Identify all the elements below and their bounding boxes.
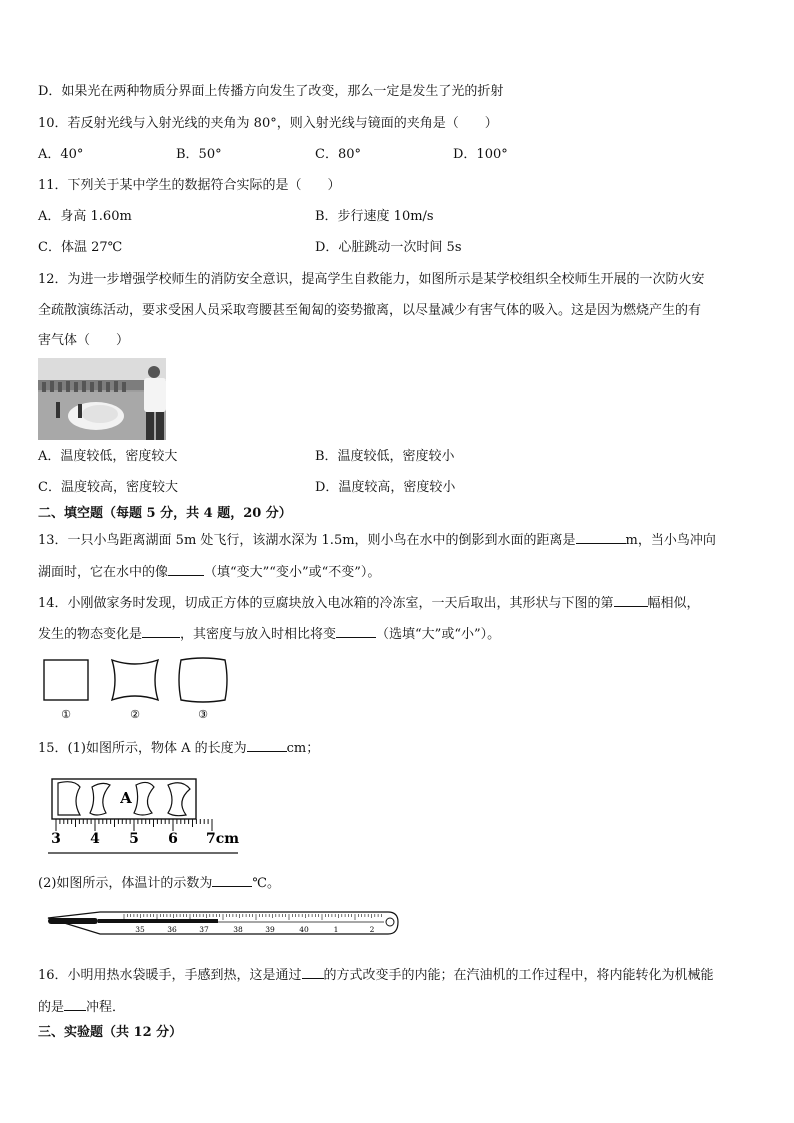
- section-2-title: 二、填空题（每题 5 分，共 4 题，20 分）: [38, 506, 292, 521]
- q11-option-d: D．心脏跳动一次时间 5s: [315, 240, 462, 255]
- q12-option-a: A．温度较低，密度较大: [38, 449, 178, 464]
- thermo-label-37: 37: [199, 925, 209, 934]
- tofu-shape-1: [44, 660, 88, 700]
- section-3-title: 三、实验题（共 12 分）: [38, 1025, 183, 1040]
- ruler-figure: [44, 775, 244, 855]
- q16-line-2: [38, 998, 125, 1017]
- q12-line-1: 12．为进一步增强学校师生的消防安全意识，提高学生自救能力，如图所示是某学校组织全校师生开展的一次防火安: [38, 272, 705, 287]
- q13-line-1: [38, 531, 716, 550]
- ruler-label-4: 4: [90, 831, 100, 847]
- tofu-shape-3: [179, 658, 227, 702]
- tofu-shapes-figure: [38, 656, 238, 724]
- q15-text-2a: (2)如图所示，体温计的示数为: [38, 876, 213, 891]
- q13-answer-blank-2: [168, 563, 204, 576]
- q13-line-2: [38, 563, 380, 582]
- tofu-label-3: ③: [198, 708, 208, 721]
- thermo-label-42: 2: [369, 925, 375, 934]
- q13-answer-blank-1: [576, 531, 626, 544]
- q10-stem: 10．若反射光线与入射光线的夹角为 80°，则入射光线与镜面的夹角是（ ）: [38, 116, 498, 131]
- q10-option-d: D．100°: [453, 147, 508, 162]
- thermometer-figure: [44, 906, 404, 940]
- q12-option-d: D．温度较高，密度较小: [315, 480, 456, 495]
- thermo-label-36: 36: [167, 925, 177, 934]
- q10-option-c: C．80°: [315, 147, 361, 162]
- q13-text-2a: 湖面时，它在水中的像: [38, 565, 169, 580]
- tofu-label-2: ②: [130, 708, 140, 721]
- q14-text-2b: ，其密度与放入时相比将变: [180, 627, 337, 642]
- q14-text-1a: 14．小刚做家务时发现，切成正方体的豆腐块放入电冰箱的冷冻室，一天后取出，其形状与下图的第: [38, 596, 614, 611]
- ruler-label-7cm: 7cm: [206, 831, 240, 847]
- q11-stem: 11．下列关于某中学生的数据符合实际的是（ ）: [38, 178, 341, 193]
- q16-text-1b: 的方式改变手的内能；在汽油机的工作过程中，将内能转化为机械能: [323, 968, 714, 983]
- q14-text-1b: 幅相似，: [647, 596, 700, 611]
- q15-answer-blank-2: [212, 874, 252, 887]
- ruler-label-3: 3: [51, 831, 61, 847]
- q14-line-2: [38, 625, 500, 644]
- q15-line-1: [38, 739, 319, 758]
- fire-drill-photo: [38, 358, 166, 440]
- q14-text-2c: （选填“大”或“小”）。: [376, 627, 501, 642]
- q14-line-1: [38, 594, 700, 613]
- q15-text-2b: ℃。: [252, 876, 280, 891]
- thermo-label-38: 38: [233, 925, 243, 934]
- q16-line-1: [38, 966, 714, 985]
- q12-option-c: C．温度较高，密度较大: [38, 480, 178, 495]
- q12-line-2: 全疏散演练活动，要求受困人员采取弯腰甚至匍匐的姿势撤离，以尽量减少有害气体的吸入。这是因为燃烧产生的有: [38, 303, 702, 318]
- q13-text-2b: （填“变大”“变小”或“不变”）。: [204, 565, 381, 580]
- q11-option-c: C．体温 27℃: [38, 240, 123, 255]
- q10-option-b: B．50°: [176, 147, 222, 162]
- q16-answer-blank-1: [302, 966, 324, 979]
- q13-text-1b: m，当小鸟冲向: [625, 533, 716, 548]
- q13-text-1a: 13．一只小鸟距离湖面 5m 处飞行，该湖水深为 1.5m，则小鸟在水中的倒影到水面的距离是: [38, 533, 576, 548]
- q15-text-1a: 15．(1)如图所示，物体 A 的长度为: [38, 741, 247, 756]
- q16-answer-blank-2: [64, 998, 86, 1011]
- q9-option-d: D．如果光在两种物质分界面上传播方向发生了改变，那么一定是发生了光的折射: [38, 84, 504, 99]
- q10-option-a: A．40°: [38, 147, 84, 162]
- q11-option-a: A．身高 1.60m: [38, 209, 132, 224]
- q14-text-2a: 发生的物态变化是: [38, 627, 143, 642]
- thermo-label-39: 39: [265, 925, 275, 934]
- tofu-shape-2: [112, 660, 158, 700]
- q14-answer-blank-1: [614, 594, 648, 607]
- ruler-ticks: [56, 819, 212, 831]
- tofu-label-1: ①: [61, 708, 71, 721]
- q14-answer-blank-3: [336, 625, 376, 638]
- ruler-label-6: 6: [168, 831, 178, 847]
- q14-answer-blank-2: [142, 625, 180, 638]
- q12-option-b: B．温度较低，密度较小: [315, 449, 455, 464]
- thermo-label-41: 1: [333, 925, 339, 934]
- q15-line-2: [38, 874, 280, 893]
- thermo-label-40: 40: [299, 925, 309, 934]
- ruler-label-5: 5: [129, 831, 139, 847]
- object-a-label: A: [120, 789, 132, 807]
- q16-text-2a: 的是: [38, 1000, 65, 1015]
- q16-text-2b: 冲程．: [86, 1000, 126, 1015]
- q15-text-1b: cm；: [286, 741, 320, 756]
- thermo-label-35: 35: [135, 925, 145, 934]
- q12-line-3: 害气体（ ）: [38, 333, 130, 348]
- q16-text-1a: 16．小明用热水袋暖手，手感到热，这是通过: [38, 968, 302, 983]
- q15-answer-blank-1: [247, 739, 287, 752]
- q11-option-b: B．步行速度 10m/s: [315, 209, 434, 224]
